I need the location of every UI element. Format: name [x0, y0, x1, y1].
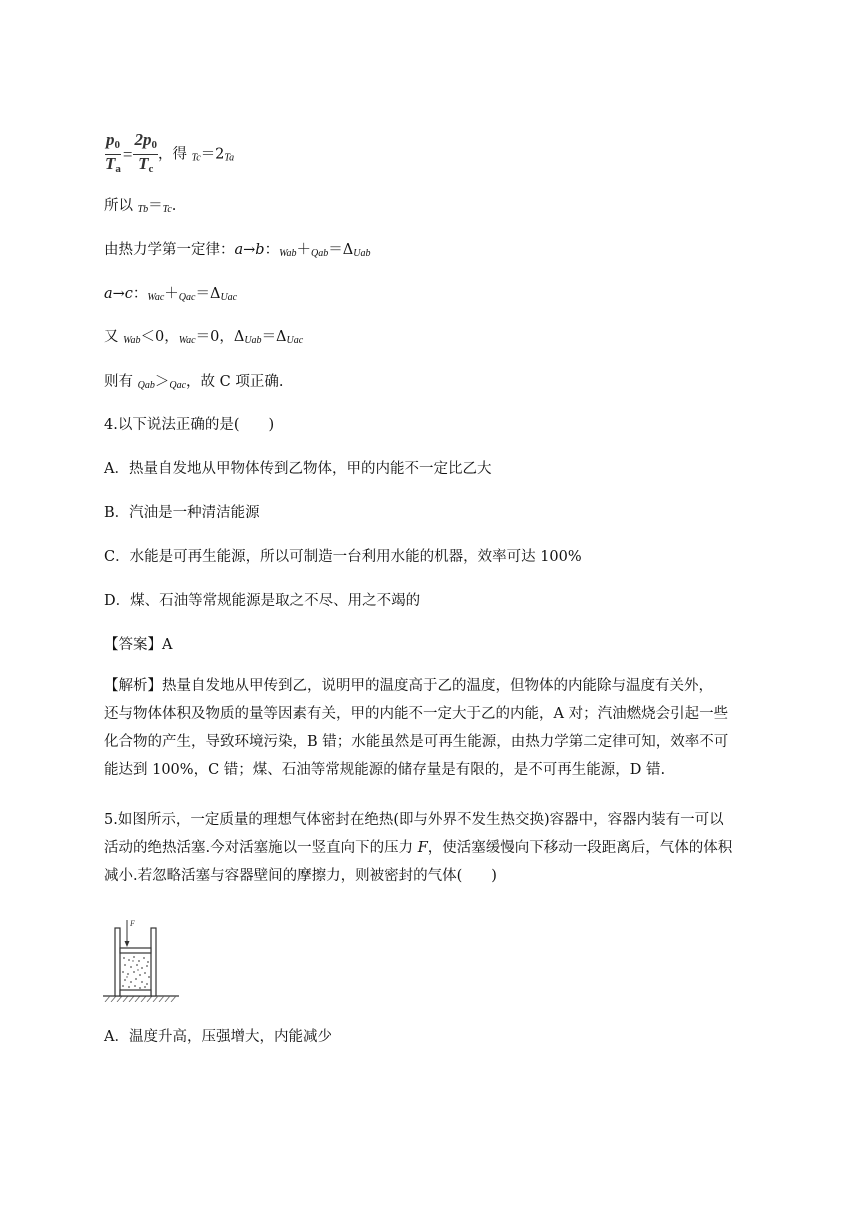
q4-option-d: D．煤、石油等常规能源是取之不尽、用之不竭的 [104, 593, 421, 609]
q5-stem: 5.如图所示，一定质量的理想气体密封在绝热(即与外界不发生热交换)容器中，容器内装有一可以 活动的绝热活塞.今对活塞施以一竖直向下的压力 F，使活塞缓慢向下移动一段距离后，气体的体积 减小.若忽略活塞与容器壁间的摩擦力，则被密封的气体( ) [104, 812, 733, 884]
q4-stem: 4.以下说法正确的是( ) [104, 417, 275, 433]
equals-sign: = [122, 144, 133, 164]
force-arrow-icon [125, 941, 130, 947]
piston [120, 948, 151, 953]
fraction-2p0-over-tc: $\frac{2p0}{Tc}$ [134, 130, 157, 175]
formula-line: $\frac{p0}{Ta}$ = $\frac{2p0}{Tc}$ ，得 $_{Tc}=2_{Ta}$ [104, 131, 234, 179]
container-bottom [120, 990, 151, 996]
right-wall [151, 928, 156, 996]
formula-text: ，得 [157, 146, 187, 163]
fraction-p0-over-ta: $\frac{p0}{Ta}$ [105, 130, 121, 175]
line-also: 又 $_{Wab}$＜0，$_{Wac}$＝0，$\Delta_{Uab}=\Delta_{Uac}$ [104, 329, 304, 346]
line-first-law: 由热力学第一定律：a→b：$_{Wab}+_{Qab}=\Delta_{Uab}$ [104, 242, 371, 259]
q4-option-a: A．热量自发地从甲物体传到乙物体，甲的内能不一定比乙大 [104, 461, 492, 477]
line-so: 所以 $_{Tb}=_{Tc}$. [104, 198, 177, 215]
q4-answer: 【答案】A [104, 637, 173, 653]
piston-container-figure [103, 914, 179, 1002]
q5-option-a: A．温度升高，压强增大，内能减少 [104, 1029, 332, 1045]
q4-analysis: 【解析】热量自发地从甲传到乙，说明甲的温度高于乙的温度，但物体的内能除与温度有关外， 还与物体体积及物质的量等因素有关，甲的内能不一定大于乙的内能，A 对；汽油燃烧会引起一些 化合物的产生，导致环境污染，B 错；水能虽然是可再生能源，由热力学第二定律可知，效率不可 能达到 100%，C 错；煤、石油等常规能源的储存量是有限的，是不可再生能源，D 错. [104, 678, 729, 778]
ground-hatching [105, 996, 176, 1002]
gas-particles [122, 956, 150, 989]
q4-option-c: C．水能是可再生能源，所以可制造一台利用水能的机器，效率可达 100% [104, 549, 582, 565]
force-label: F [130, 919, 135, 928]
q4-option-b: B．汽油是一种清洁能源 [104, 505, 260, 521]
left-wall [115, 928, 120, 996]
line-ac: a→c：$_{Wac}+_{Qac}=\Delta_{Uac}$ [104, 286, 238, 303]
line-then: 则有 $_{Qab}>_{Qac}$，故 C 项正确. [104, 374, 284, 391]
